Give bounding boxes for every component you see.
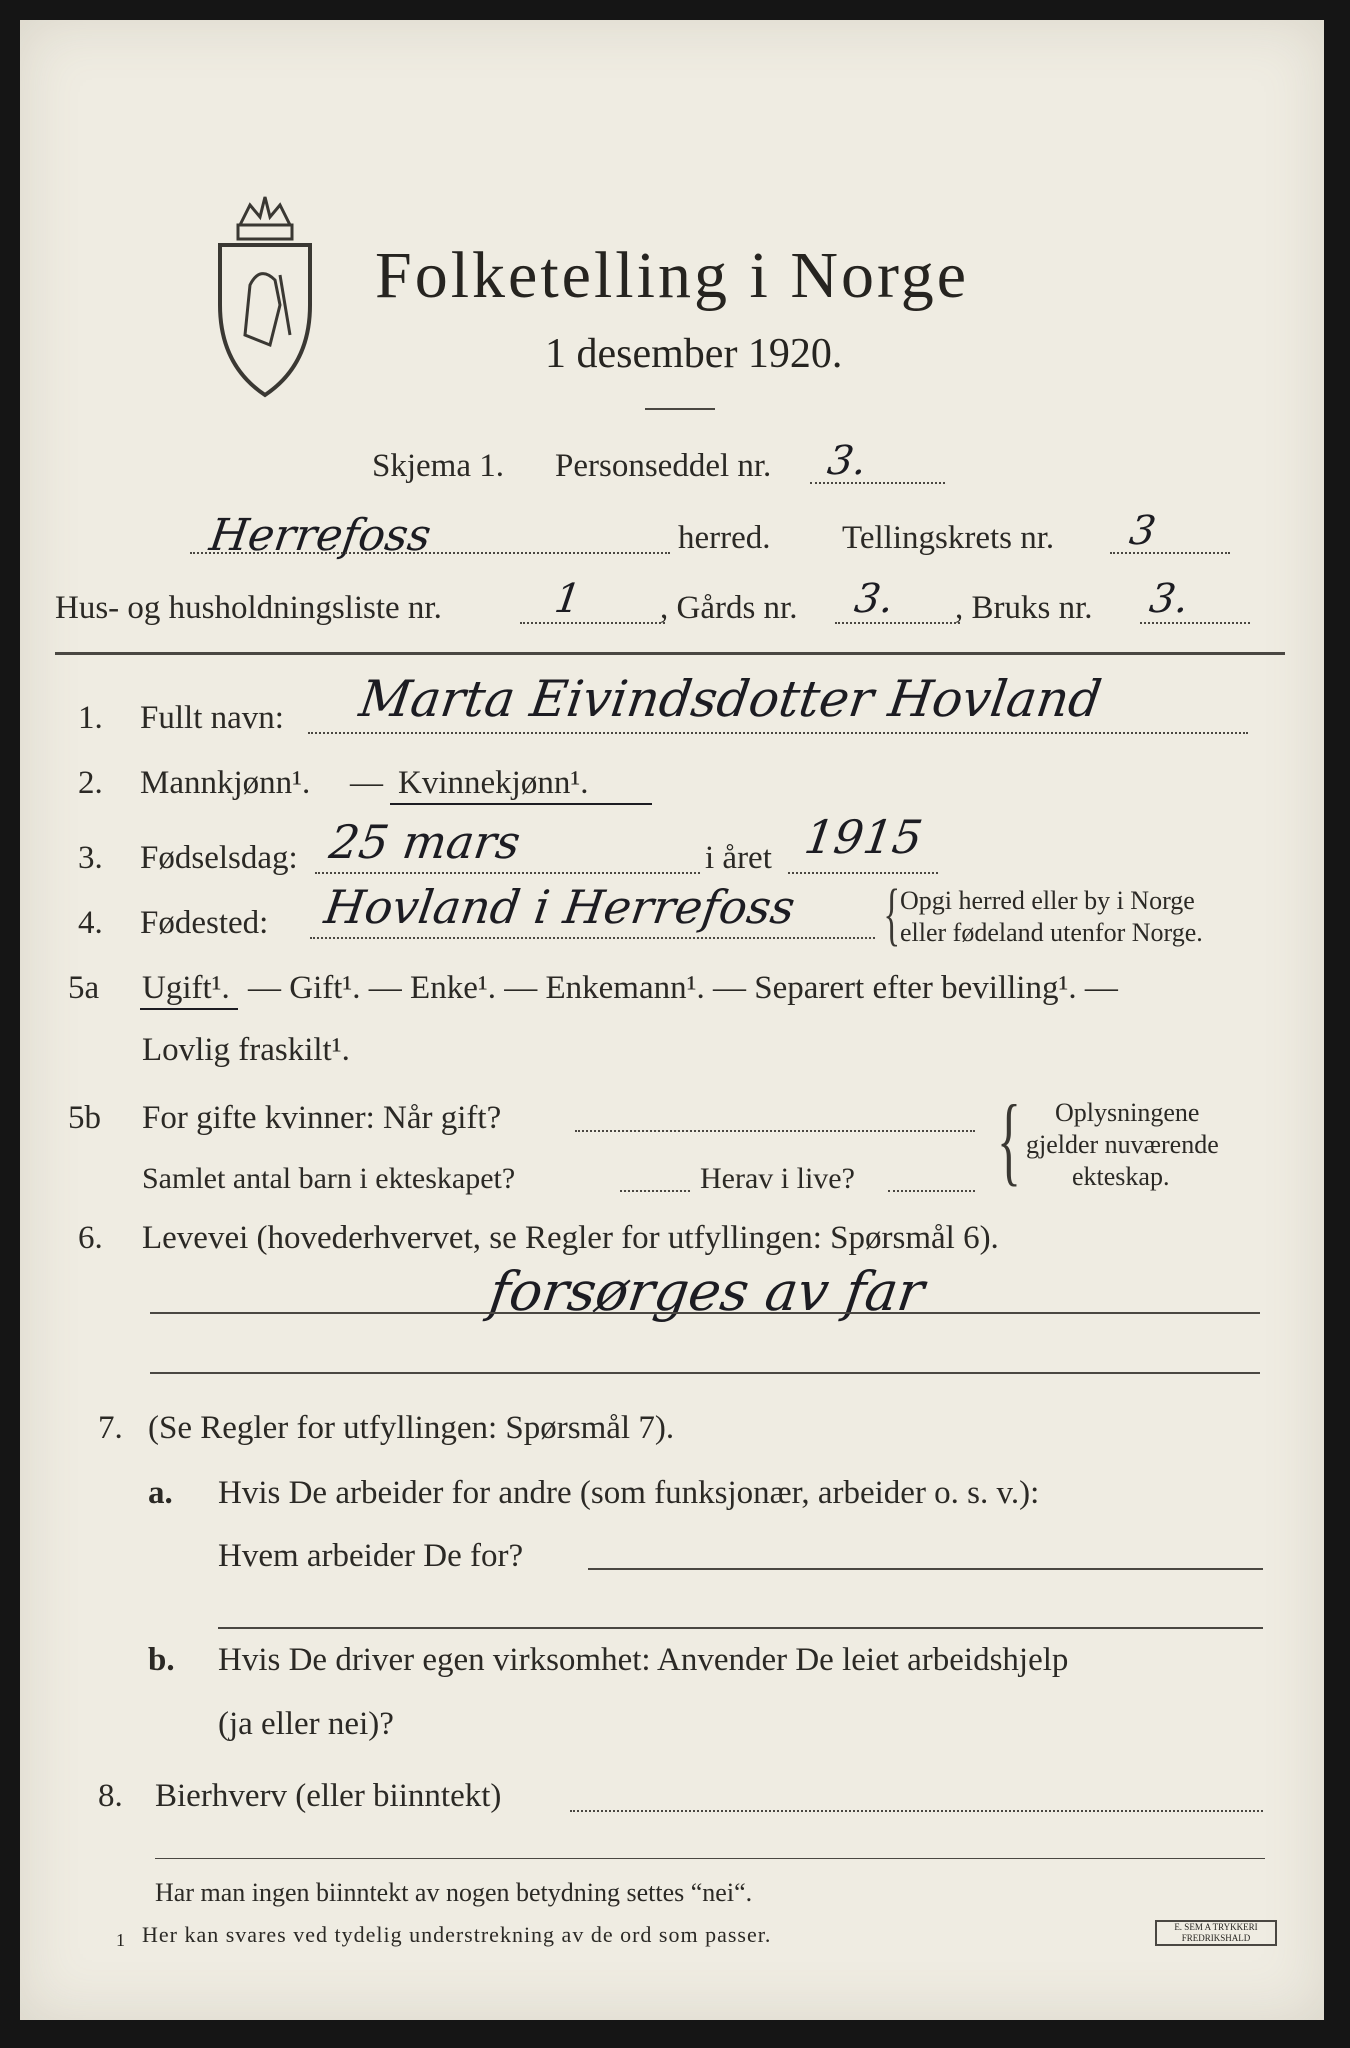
census-form-sheet (20, 20, 1324, 2020)
q5a-ugift: Ugift¹. (142, 970, 230, 1006)
q7a-line2 (218, 1627, 1263, 1629)
q5b-note-line2: gjelder nuværende (1026, 1130, 1219, 1159)
title-divider (645, 408, 715, 410)
q1-number: 1. (78, 700, 103, 736)
q1-line (308, 732, 1248, 734)
q7a-text: Hvis De arbeider for andre (som funksjonær, arbeider o. s. v.): (218, 1475, 1040, 1511)
personseddel-label: Personseddel nr. (555, 448, 772, 484)
q2-male: Mannkjønn¹. (140, 765, 311, 801)
q1-full-name: Marta Eivindsdotter Hovland (355, 670, 1106, 728)
q3-year: 1915 (801, 810, 926, 864)
gards-line (835, 622, 960, 624)
skjema-label: Skjema 1. (372, 448, 504, 484)
q5b-note-line3: ekteskap. (1072, 1162, 1170, 1191)
q4-number: 4. (78, 905, 103, 941)
gards-label: , Gårds nr. (660, 590, 798, 626)
q7-number: 7. (98, 1410, 123, 1446)
q5b-number: 5b (68, 1100, 101, 1136)
q5b-married-line (575, 1130, 975, 1132)
q5b-label-children: Samlet antal barn i ekteskapet? (142, 1162, 516, 1195)
section-divider (55, 652, 1285, 655)
q6-line1 (150, 1312, 1260, 1314)
q6-number: 6. (78, 1220, 103, 1256)
q5a-options: — Gift¹. — Enke¹. — Enkemann¹. — Separert efter bevilling¹. — (248, 970, 1118, 1006)
q5b-alive-line (888, 1190, 975, 1192)
q4-bracket: { (883, 876, 901, 953)
q6-occupation: forsørges av far (485, 1260, 929, 1323)
q5b-label-married: For gifte kvinner: Når gift? (142, 1100, 502, 1136)
gards-value: 3. (851, 576, 897, 622)
printer-mark (1155, 1920, 1277, 1946)
footnote-text: Her kan svares ved tydelig understrekning av de ord som passer. (142, 1922, 772, 1947)
q7b-text: Hvis De driver egen virksomhet: Anvender De leiet arbeidshjelp (218, 1642, 1069, 1678)
q3-year-label: i året (705, 840, 772, 876)
q4-line (310, 937, 875, 939)
q8-number: 8. (98, 1778, 123, 1814)
tellingskrets-label: Tellingskrets nr. (842, 520, 1055, 556)
q4-label: Fødested: (140, 905, 269, 941)
q4-note-line2: eller fødeland utenfor Norge. (900, 918, 1203, 947)
bruks-line (1140, 622, 1250, 624)
bruks-label: , Bruks nr. (955, 590, 1093, 626)
q2-dash: — (350, 765, 383, 801)
q5a-lovlig-fraskilt: Lovlig fraskilt¹. (142, 1032, 350, 1068)
q4-note-line1: Opgi herred eller by i Norge (900, 886, 1195, 915)
bruks-value: 3. (1146, 576, 1192, 622)
q6-line2 (150, 1372, 1260, 1374)
q1-label: Fullt navn: (140, 700, 284, 736)
q4-birthplace: Hovland i Herrefoss (321, 880, 799, 934)
q5a-ugift-underline (140, 1008, 238, 1010)
printer-mark-line1: E. SEM A TRYKKERI (1174, 1922, 1258, 1932)
footnote-number: 1 (116, 1930, 125, 1950)
herred-value: Herrefoss (206, 510, 435, 561)
husliste-line (520, 622, 665, 624)
personseddel-value: 3. (824, 438, 870, 484)
q6-label: Levevei (hovederhvervet, se Regler for utfyllingen: Spørsmål 6). (142, 1220, 999, 1256)
q2-female: Kvinnekjønn¹. (398, 765, 589, 801)
husliste-value: 1 (551, 576, 584, 622)
herred-label: herred. (678, 520, 771, 556)
form-title: Folketelling i Norge (375, 239, 970, 312)
q2-female-underline (390, 803, 652, 805)
footer-note: Har man ingen biinntekt av nogen betydning settes “nei“. (155, 1878, 753, 1907)
coat-of-arms-icon (210, 185, 320, 400)
census-date: 1 desember 1920. (545, 331, 843, 377)
q7a-letter: a. (148, 1475, 173, 1511)
q5b-children-line (620, 1190, 690, 1192)
q3-birthday: 25 mars (326, 815, 524, 869)
q3-label: Fødselsdag: (140, 840, 298, 876)
q8-line (570, 1810, 1263, 1812)
q7-label: (Se Regler for utfyllingen: Spørsmål 7). (148, 1410, 675, 1446)
q7a-line1 (588, 1568, 1263, 1570)
footer-divider (155, 1858, 1265, 1859)
q3-line (315, 872, 700, 874)
q7a-who: Hvem arbeider De for? (218, 1538, 524, 1574)
q5b-bracket: { (997, 1084, 1021, 1195)
q5b-label-alive: Herav i live? (700, 1162, 855, 1195)
husliste-label: Hus- og husholdningsliste nr. (55, 590, 442, 626)
q3-number: 3. (78, 840, 103, 876)
q5b-note-line1: Oplysningene (1055, 1098, 1200, 1127)
q5a-number: 5a (68, 970, 100, 1006)
q2-number: 2. (78, 765, 103, 801)
printer-mark-line2: FREDRIKSHALD (1181, 1933, 1251, 1943)
q3-year-line (788, 872, 938, 874)
q8-label: Bierhverv (eller biinntekt) (155, 1778, 502, 1814)
herred-line (190, 552, 670, 554)
q7b-letter: b. (148, 1642, 175, 1678)
tellingskrets-value: 3 (1126, 508, 1159, 554)
q7b-sub: (ja eller nei)? (218, 1706, 394, 1742)
